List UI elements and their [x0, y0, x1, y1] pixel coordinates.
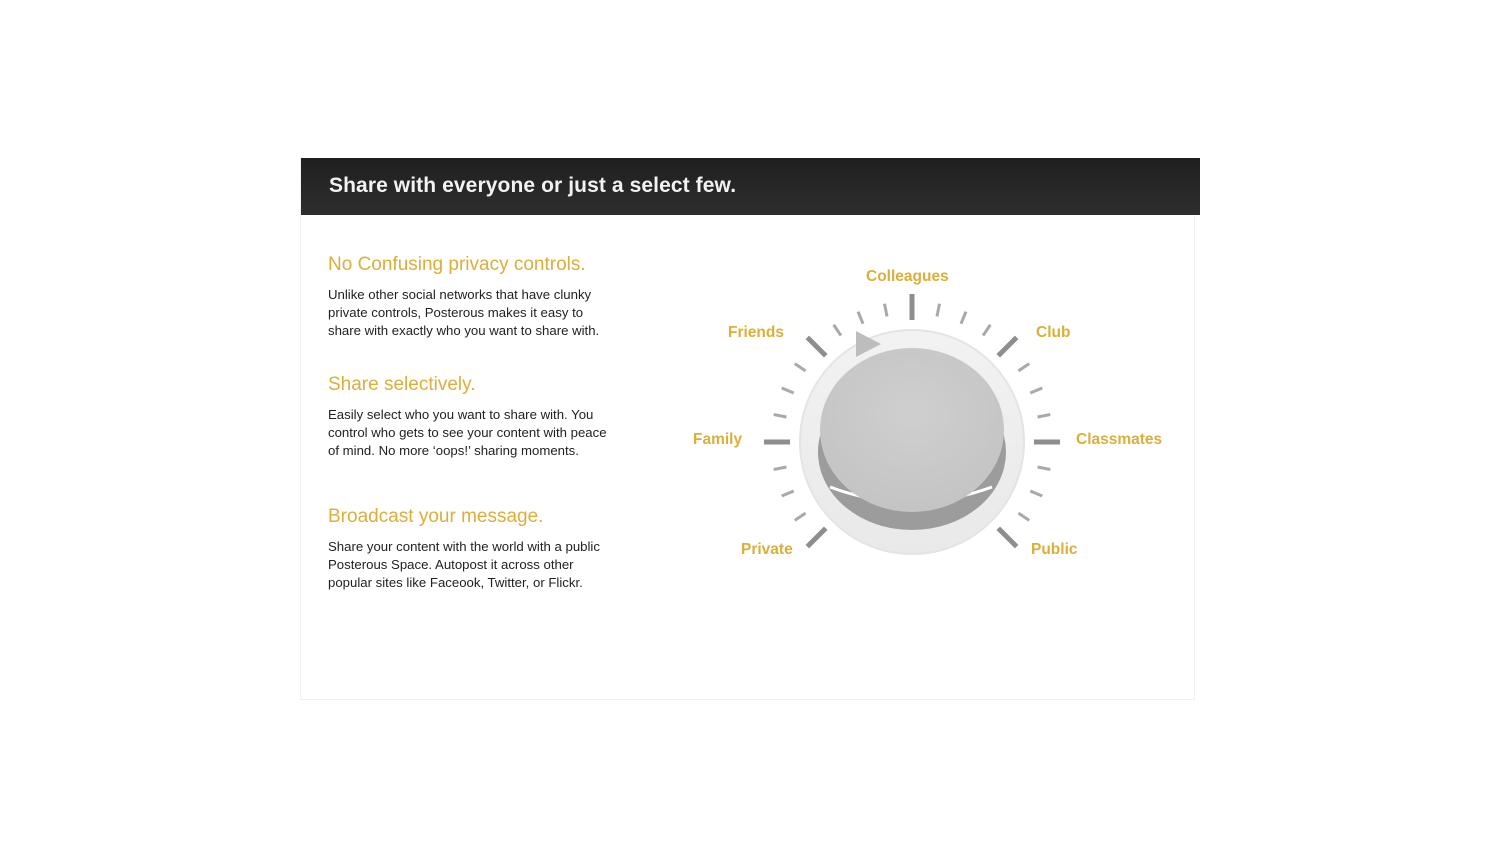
- feature-body: Share your content with the world with a public Posterous Space. Autopost it across other popular sites like Faceook, Twitter, or Flickr.: [328, 539, 600, 590]
- feature-heading: No Confusing privacy controls.: [328, 254, 586, 275]
- dial-tick: [1038, 467, 1051, 470]
- dial-tick: [1038, 414, 1051, 417]
- dial-tick: [1018, 364, 1029, 371]
- privacy-dial: [680, 255, 1180, 595]
- dial-label-friends[interactable]: Friends: [728, 324, 784, 341]
- dial-tick: [782, 491, 794, 496]
- dial-tick: [807, 337, 825, 355]
- dial-label-club[interactable]: Club: [1036, 324, 1071, 341]
- dial-tick: [961, 312, 966, 324]
- dial-tick: [795, 513, 806, 520]
- dial-tick: [884, 304, 887, 317]
- dial-tick: [937, 304, 940, 317]
- feature-heading: Broadcast your message.: [328, 506, 544, 527]
- dial-tick: [774, 467, 787, 470]
- dial-label-public[interactable]: Public: [1031, 541, 1078, 558]
- feature-body: Unlike other social networks that have clunky private controls, Posterous makes it easy to share with exactly who you want to share with.: [328, 287, 600, 338]
- dial-tick: [834, 325, 841, 336]
- knob-face[interactable]: [820, 348, 1004, 512]
- section-header: [301, 158, 1200, 215]
- dial-tick: [774, 414, 787, 417]
- dial-tick: [983, 325, 990, 336]
- dial-tick: [998, 337, 1016, 355]
- dial-tick: [998, 528, 1016, 546]
- dial-label-private[interactable]: Private: [741, 541, 793, 558]
- feature-privacy-controls: [328, 254, 618, 340]
- section-title: Share with everyone or just a select few.: [329, 174, 737, 197]
- dial-tick: [858, 312, 863, 324]
- feature-share-selectively: [328, 374, 618, 460]
- feature-heading: Share selectively.: [328, 374, 476, 395]
- dial-tick: [807, 528, 825, 546]
- dial-tick: [1018, 513, 1029, 520]
- feature-body: Easily select who you want to share with. You control who gets to see your content with peace of mind. No more ‘oops!’ sharing moments.: [328, 407, 607, 458]
- feature-broadcast: [328, 506, 618, 592]
- dial-label-classmates[interactable]: Classmates: [1076, 431, 1163, 448]
- dial-tick: [782, 388, 794, 393]
- dial-tick: [1030, 388, 1042, 393]
- dial-tick: [1030, 491, 1042, 496]
- dial-tick: [795, 364, 806, 371]
- dial-label-family[interactable]: Family: [693, 431, 743, 448]
- dial-label-colleagues[interactable]: Colleagues: [866, 268, 949, 285]
